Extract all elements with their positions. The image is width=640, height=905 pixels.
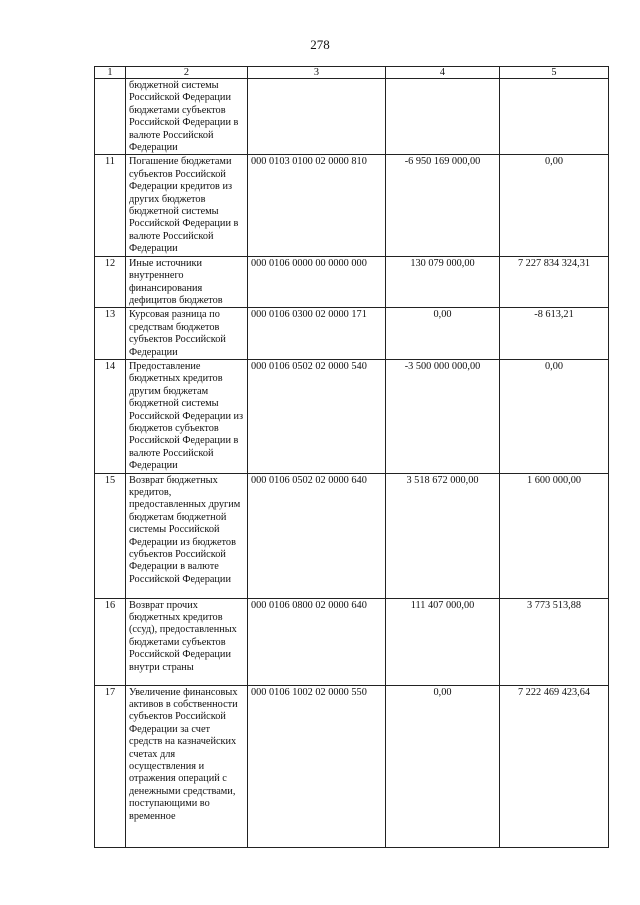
row-approved-amount: 111 407 000,00 bbox=[386, 598, 500, 685]
row-executed-amount: 3 773 513,88 bbox=[500, 598, 609, 685]
header-col-1: 1 bbox=[95, 67, 126, 79]
table-header-row bbox=[95, 67, 609, 79]
row-approved-amount: 0,00 bbox=[386, 308, 500, 360]
header-col-3: 3 bbox=[248, 67, 386, 79]
row-code bbox=[248, 79, 386, 155]
row-name: Иные источники внутреннего финансирования дефицитов бюджетов bbox=[126, 256, 248, 308]
row-code: 000 0106 0502 02 0000 540 bbox=[248, 359, 386, 473]
table-row bbox=[95, 256, 609, 308]
row-executed-amount: 0,00 bbox=[500, 359, 609, 473]
row-code: 000 0106 1002 02 0000 550 bbox=[248, 685, 386, 847]
row-name: Курсовая разница по средствам бюджетов субъектов Российской Федерации bbox=[126, 308, 248, 360]
row-executed-amount: 1 600 000,00 bbox=[500, 473, 609, 598]
table-row bbox=[95, 598, 609, 685]
table-row bbox=[95, 79, 609, 155]
table-row bbox=[95, 155, 609, 256]
row-number: 13 bbox=[95, 308, 126, 360]
row-code: 000 0106 0502 02 0000 640 bbox=[248, 473, 386, 598]
header-col-2: 2 bbox=[126, 67, 248, 79]
row-executed-amount: 0,00 bbox=[500, 155, 609, 256]
page-number: 278 bbox=[310, 37, 330, 52]
row-number: 14 bbox=[95, 359, 126, 473]
row-approved-amount: -6 950 169 000,00 bbox=[386, 155, 500, 256]
row-name: Погашение бюджетами субъектов Российской Федерации кредитов из других бюджетов бюджетной системы Российской Федерации в валюте Российской Федерации bbox=[126, 155, 248, 256]
row-name: Возврат прочих бюджетных кредитов (ссуд), предоставленных бюджетами субъектов Российской Федерации внутри страны bbox=[126, 598, 248, 685]
row-executed-amount: 7 222 469 423,64 bbox=[500, 685, 609, 847]
table-row bbox=[95, 308, 609, 360]
row-approved-amount: -3 500 000 000,00 bbox=[386, 359, 500, 473]
sources-financing-table bbox=[94, 66, 609, 848]
row-code: 000 0103 0100 02 0000 810 bbox=[248, 155, 386, 256]
header-col-5: 5 bbox=[500, 67, 609, 79]
row-executed-amount: 7 227 834 324,31 bbox=[500, 256, 609, 308]
row-name: Предоставление бюджетных кредитов другим бюджетам бюджетной системы Российской Федерации из бюджетов субъектов Российской Федерации в валюте Российской Федерации bbox=[126, 359, 248, 473]
table-row bbox=[95, 473, 609, 598]
row-code: 000 0106 0000 00 0000 000 bbox=[248, 256, 386, 308]
row-approved-amount: 130 079 000,00 bbox=[386, 256, 500, 308]
row-number: 17 bbox=[95, 685, 126, 847]
table-row bbox=[95, 359, 609, 473]
row-name: Увеличение финансовых активов в собственности субъектов Российской Федерации за счет средств на казначейских счетах для осуществления и отражения операций с денежными средствами, поступающими во временное bbox=[126, 685, 248, 847]
row-number bbox=[95, 79, 126, 155]
row-number: 16 bbox=[95, 598, 126, 685]
row-number: 15 bbox=[95, 473, 126, 598]
row-executed-amount: -8 613,21 bbox=[500, 308, 609, 360]
row-code: 000 0106 0800 02 0000 640 bbox=[248, 598, 386, 685]
table-row bbox=[95, 685, 609, 847]
row-executed-amount bbox=[500, 79, 609, 155]
row-number: 12 bbox=[95, 256, 126, 308]
row-number: 11 bbox=[95, 155, 126, 256]
row-approved-amount: 3 518 672 000,00 bbox=[386, 473, 500, 598]
row-approved-amount bbox=[386, 79, 500, 155]
header-col-4: 4 bbox=[386, 67, 500, 79]
row-name: бюджетной системы Российской Федерации бюджетами субъектов Российской Федерации в валюте Российской Федерации bbox=[126, 79, 248, 155]
row-approved-amount: 0,00 bbox=[386, 685, 500, 847]
row-name: Возврат бюджетных кредитов, предоставленных другим бюджетам бюджетной системы Российской Федерации из бюджетов субъектов Российской Федерации в валюте Российской Федерации bbox=[126, 473, 248, 598]
row-code: 000 0106 0300 02 0000 171 bbox=[248, 308, 386, 360]
